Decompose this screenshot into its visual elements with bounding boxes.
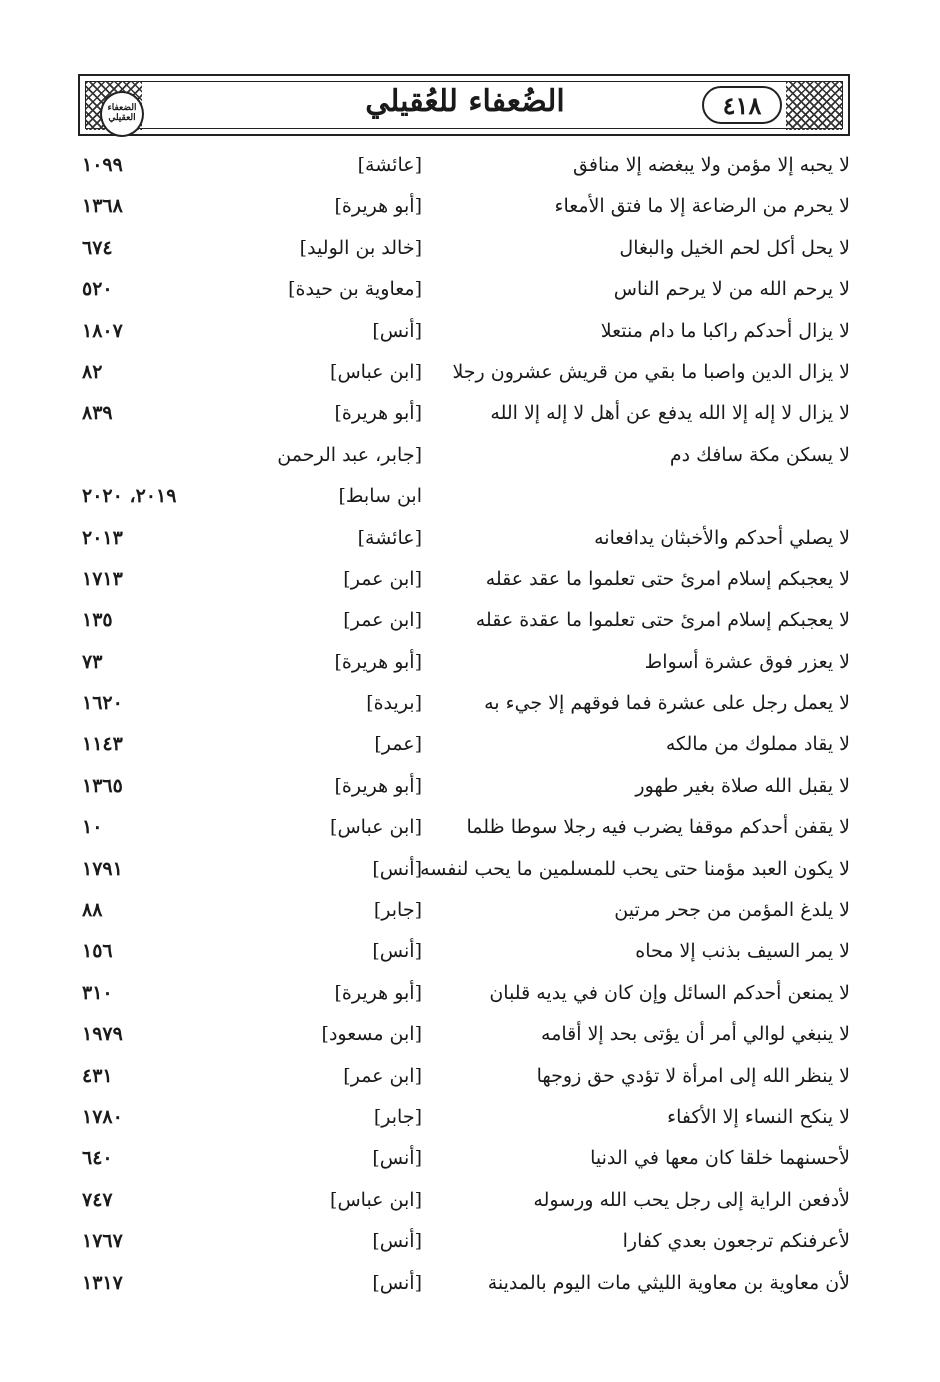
hadith-text: لأن معاوية بن معاوية الليثي مات اليوم بالمدينة [487,1271,850,1294]
narrator: [جابر] [373,1105,422,1128]
hadith-text: لا ينكح النساء إلا الأكفاء [667,1105,850,1128]
index-entry [0,1015,940,1056]
index-entry [0,684,940,725]
page-number: ٤١٨ [702,86,782,124]
narrator: [ابن عباس] [330,816,422,839]
book-seal-icon: الضعفاء العقيلي [100,91,144,137]
entry-number: ٣١٠ [82,981,113,1004]
index-entry [0,767,940,808]
hadith-text: لا يزال لا إله إلا الله يدفع عن أهل لا إله إلا الله [490,402,850,425]
hadith-text: لا يرحم الله من لا يرحم الناس [613,278,850,301]
entry-number: ٧٤٧ [82,1188,113,1211]
hadith-text: لأعرفنكم ترجعون بعدي كفارا [622,1230,850,1253]
index-list [0,146,940,1305]
hadith-text: لا يقبل الله صلاة بغير طهور [635,774,850,797]
index-entry [0,1139,940,1180]
narrator: [أبو هريرة] [334,774,422,797]
index-entry [0,560,940,601]
hadith-text: لا يمر السيف بذنب إلا محاه [635,940,850,963]
index-entry [0,1057,940,1098]
entry-number: ٢٠١٩، ٢٠٢٠ [82,485,177,508]
narrator: [عائشة] [357,154,422,176]
index-entry [0,477,940,518]
index-entry [0,1264,940,1305]
entry-number: ١٥٦ [82,940,113,963]
entry-number: ٨٣٩ [82,402,113,425]
hadith-text: لا ينظر الله إلى امرأة لا تؤدي حق زوجها [536,1064,850,1087]
index-entry [0,725,940,766]
hadith-text: لا يزال الدين واصبا ما بقي من قريش عشرون رجلا [452,360,850,383]
narrator: [جابر، عبد الرحمن [277,443,422,466]
hadith-text: لا يزال أحدكم راكبا ما دام منتعلا [600,319,850,342]
entry-number: ١٠٩٩ [82,154,123,176]
narrator: [أبو هريرة] [334,981,422,1004]
entry-number: ١٧١٣ [82,567,123,590]
narrator: [ابن عمر] [343,1064,422,1087]
index-entry [0,601,940,642]
hadith-text: لا يعجبكم إسلام امرئ حتى تعلموا ما عقد عقله [485,567,850,590]
hadith-text: لا يكون العبد مؤمنا حتى يحب للمسلمين ما يحب لنفسه [420,857,850,880]
narrator: [أنس] [372,319,422,342]
narrator: [أنس] [372,1230,422,1253]
entry-number: ١٣٦٨ [82,195,123,218]
index-entry [0,1098,940,1139]
index-entry [0,146,940,187]
running-header [78,74,850,136]
narrator: [أنس] [372,857,422,880]
entry-number: ١٠ [82,816,103,839]
index-entry [0,850,940,891]
hadith-text: لا يحرم من الرضاعة إلا ما فتق الأمعاء [554,195,850,218]
index-entry [0,394,940,435]
entry-number: ٨٢ [82,360,103,383]
hadith-text: لا يعمل رجل على عشرة فما فوقهم إلا جيء به [484,692,850,715]
entry-number: ٢٠١٣ [82,526,123,549]
hadith-text: لا يقفن أحدكم موقفا يضرب فيه رجلا سوطا ظلما [466,816,850,839]
narrator: [ابن عمر] [343,567,422,590]
narrator: [جابر] [373,899,422,922]
index-entry [0,312,940,353]
hadith-text: لا ينبغي لوالي أمر أن يؤتى بحد إلا أقامه [541,1023,850,1046]
index-entry [0,436,940,477]
index-entry [0,1222,940,1263]
book-title: الضُعفاء للعُقيلي [365,84,565,119]
narrator: [ابن عباس] [330,360,422,383]
hadith-text: لا يسكن مكة سافك دم [669,443,850,466]
entry-number: ٥٢٠ [82,278,113,301]
narrator: [معاوية بن حيدة] [288,278,422,301]
hadith-text: لا يحبه إلا مؤمن ولا يبغضه إلا منافق [573,154,850,176]
index-entry [0,808,940,849]
narrator: [أنس] [372,1147,422,1170]
narrator: [أنس] [372,940,422,963]
index-entry [0,643,940,684]
entry-number: ٦٧٤ [82,236,113,259]
index-entry [0,891,940,932]
hadith-text: لا يصلي أحدكم والأخبثان يدافعانه [594,526,850,549]
index-entry [0,932,940,973]
hadith-text: لأدفعن الراية إلى رجل يحب الله ورسوله [533,1188,850,1211]
narrator: [ابن عباس] [330,1188,422,1211]
entry-number: ١٣٦٥ [82,774,123,797]
hadith-text: لا يعجبكم إسلام امرئ حتى تعلموا ما عقدة عقله [475,609,850,632]
narrator: ابن سابط] [338,485,422,508]
narrator: [بريدة] [366,692,422,715]
entry-number: ١١٤٣ [82,733,123,756]
index-entry [0,353,940,394]
entry-number: ٧٣ [82,650,103,673]
hadith-text: لأحسنهما خلقا كان معها في الدنيا [590,1147,850,1170]
entry-number: ٤٣١ [82,1064,113,1087]
index-entry [0,270,940,311]
entry-number: ١٩٧٩ [82,1023,123,1046]
index-entry [0,229,940,270]
index-entry [0,519,940,560]
narrator: [أنس] [372,1271,422,1294]
entry-number: ١٧٦٧ [82,1230,123,1253]
hadith-text: لا يلدغ المؤمن من جحر مرتين [614,899,850,922]
entry-number: ١٣١٧ [82,1271,123,1294]
narrator: [عمر] [374,733,422,756]
entry-number: ٨٨ [82,899,103,922]
index-entry [0,187,940,228]
narrator: [أبو هريرة] [334,402,422,425]
entry-number: ١٧٩١ [82,857,123,880]
entry-number: ١٨٠٧ [82,319,123,342]
hadith-text: لا يحل أكل لحم الخيل والبغال [619,236,850,259]
narrator: [ابن مسعود] [321,1023,422,1046]
hadith-text: لا يعزر فوق عشرة أسواط [644,650,850,673]
index-entry [0,974,940,1015]
entry-number: ١٧٨٠ [82,1105,123,1128]
narrator: [ابن عمر] [343,609,422,632]
right-ornament [786,82,842,130]
index-entry [0,1181,940,1222]
narrator: [عائشة] [357,526,422,549]
entry-number: ١٦٢٠ [82,692,123,715]
entry-number: ٦٤٠ [82,1147,113,1170]
entry-number: ١٣٥ [82,609,113,632]
narrator: [أبو هريرة] [334,195,422,218]
narrator: [خالد بن الوليد] [299,236,422,259]
hadith-text: لا يقاد مملوك من مالكه [665,733,850,756]
left-ornament [86,82,142,130]
hadith-text: لا يمنعن أحدكم السائل وإن كان في يديه قلبان [489,981,850,1004]
narrator: [أبو هريرة] [334,650,422,673]
